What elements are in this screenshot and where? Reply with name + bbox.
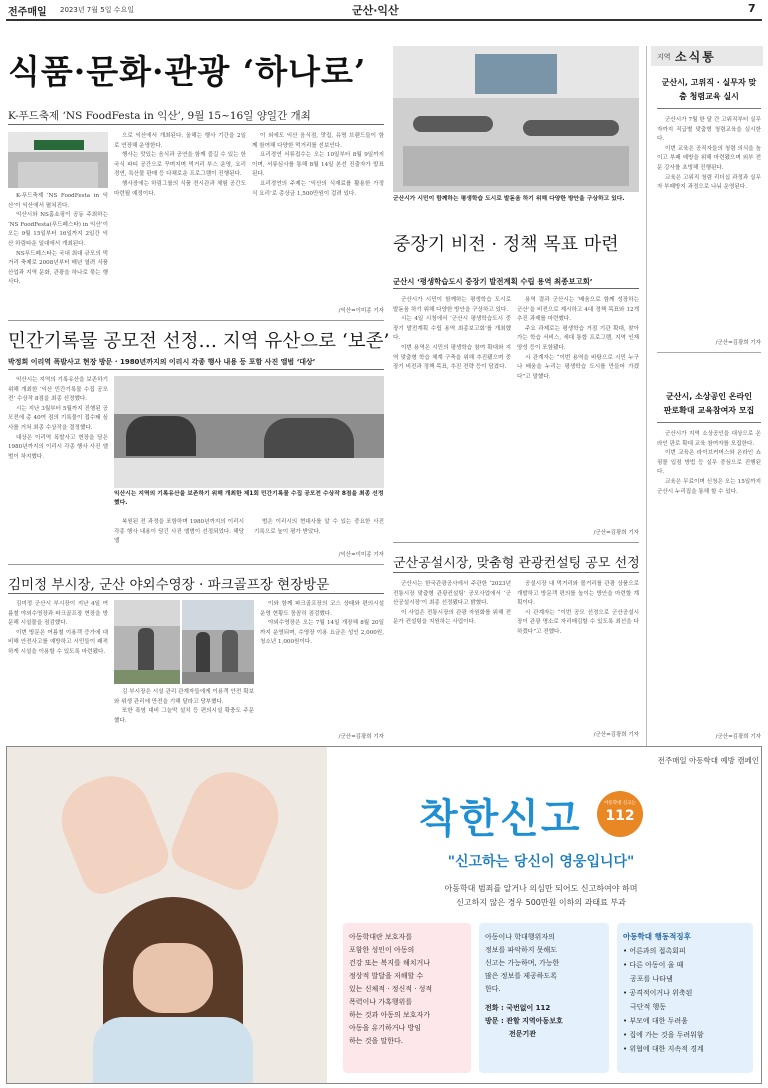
paragraph: 이번 방문은 여름철 이용객 증가에 대비해 안전사고를 예방하고 시민들이 쾌적하게 시설을 이용할 수 있도록 마련됐다.	[8, 629, 108, 655]
ad-info-box-1	[343, 923, 471, 1073]
left2-sub-rule	[8, 369, 384, 370]
list-item: 신고는 가능하며, 가능한	[485, 959, 560, 967]
list-item: 아동학대란 보호자를	[349, 933, 413, 941]
paragraph: K-푸드축제 ‘NS FoodFesta in 익산’이 익산에서 펼쳐진다.	[8, 193, 108, 209]
ad-top-label: 전주매일 아동학대 예방 캠페인	[657, 756, 759, 765]
list-item: 아동을 유기하거나 방임	[349, 1024, 422, 1032]
paragraph: 요리경연의 주제는 ‘익산의 식재료를 활용한 가정식 요리’로 총상금 1,500만원이 걸려 있다.	[252, 180, 384, 197]
sidebar-banner-big: 소식통	[675, 50, 716, 64]
list-item: 방문 : 관할 지역아동보호	[485, 1017, 563, 1025]
mid1-sub-rule	[393, 288, 639, 289]
sidebar-item-1-title: 군산시, 고위직 · 실무자 맞춤 청렴교육 실시	[661, 78, 757, 101]
ad-campaign	[6, 746, 762, 1084]
ad-desc-1: 아동학대 범죄를 알거나 의심만 되어도 신고하여야 하며	[444, 884, 638, 893]
paragraph: 교육은 무료이며 신청은 오는 15일까지 군산시 누리집을 통해 할 수 있다.	[657, 478, 761, 495]
header-rule	[6, 19, 762, 21]
paragraph: 김 부시장은 시설 관리 관계자들에게 이용객 안전 확보와 위생 관리에 만전을 기해 달라고 당부했다.	[114, 689, 254, 705]
ad-contact-list	[485, 1002, 603, 1041]
divider	[8, 564, 384, 565]
ad-badge-top: 아동학대 신고는	[604, 801, 636, 806]
ad-info-box-1-list	[349, 931, 465, 1048]
paragraph: 김미정 군산시 부시장이 지난 4일 여름철 야외수영장과 파크골프장 현장을 방문해 시설물을 점검했다.	[8, 601, 108, 627]
ad-info-box-2-list	[485, 931, 603, 996]
top-col3-text	[252, 132, 384, 308]
mid1-headline: 중장기 비전 · 정책 목표 마련	[393, 234, 619, 255]
list-item: 한다.	[485, 985, 501, 993]
list-item: 정보를 파악하지 못해도	[485, 946, 558, 954]
sidebar-banner-small: 지역	[657, 53, 671, 61]
list-item: • 집에 가는 것을 두려워함	[623, 1031, 704, 1039]
paragraph: 공설시장 내 먹거리와 볼거리를 관광 상품으로 개발하고 방문객 편의를 높이는 방안을 마련할 계획이다.	[517, 581, 639, 607]
paragraph: 군산시는 한국관광공사에서 주관한 ‘2023년 전통시장 맞춤형 관광컨설팅’ 공모사업에서 ‘군산공설시장’이 최종 선정됐다고 밝혔다.	[393, 581, 511, 607]
top-photo	[8, 132, 108, 188]
top-sub-rule	[8, 124, 384, 125]
ad-badge	[597, 791, 643, 837]
paragraph: 시는 지난 3월부터 5월까지 진행된 공모전에 총 40여 점의 기록물이 접수돼 심사를 거쳐 최종 수상작을 결정했다.	[8, 405, 108, 431]
ad-photo	[7, 747, 327, 1084]
paragraph: 군산시가 지역 소상공인을 대상으로 온라인 판로 확대 교육 참여자를 모집한다.	[657, 431, 761, 447]
paragraph: 주요 과제로는 평생학습 거점 기관 확대, 찾아가는 학습 서비스, 세대 통합 프로그램, 지역 인재 양성 등이 포함됐다.	[517, 325, 639, 351]
paragraph: 이번 교육은 공직자들의 청렴 의식을 높이고 부패 예방을 위해 마련됐으며 외부 전문 강사를 초빙해 진행된다.	[657, 145, 761, 171]
mid1-photo	[393, 46, 639, 192]
list-item: 폭력이나 가혹행위를	[349, 998, 413, 1006]
sidebar-rule	[657, 108, 761, 109]
list-item: 건강 또는 복지를 해치거나	[349, 959, 431, 967]
mid1-byline: /군산=김광희 기자	[593, 530, 639, 536]
sidebar-item-2-body	[657, 430, 761, 748]
list-item: 포함한 성인이 아동의	[349, 946, 415, 954]
top-headline: 식품·문화·관광 ‘하나로’	[8, 52, 367, 91]
sidebar-item-1-byline: /군산=김광희 기자	[715, 340, 761, 346]
paragraph: 이번 용역은 시민의 평생학습 참여 확대와 지역 맞춤형 학습 체계 구축을 위해 추진됐으며 중장기 비전과 정책 목표, 추진 전략 등이 담겼다.	[393, 344, 511, 371]
left3-col2-text	[114, 688, 254, 742]
divider	[393, 542, 639, 543]
sidebar	[646, 46, 762, 746]
sidebar-banner	[651, 46, 763, 66]
section-name: 군산·익산	[352, 4, 399, 17]
divider	[8, 320, 384, 321]
paragraph: NS푸드페스타는 국내 최대 규모의 먹거리 축제로 2008년부터 매년 열려 식품 산업과 지역 문화, 관광을 하나로 묶는 행사다.	[8, 250, 108, 286]
paragraph: 익산시는 지역의 기록유산을 보존하기 위해 개최한 ‘익산 민간기록물 수집 공모전’ 수상작 8점을 최종 선정했다.	[8, 377, 108, 403]
ad-slogan: "신고하는 당신이 영웅입니다"	[447, 854, 635, 870]
list-item: 많은 정보를 제공하도록	[485, 972, 558, 980]
list-item: 하는 것을 말한다.	[349, 1037, 404, 1045]
list-item: 정상적 발달을 저해할 수	[349, 972, 424, 980]
list-item: 있는 신체적 · 정신적 · 성적	[349, 985, 433, 993]
ad-logo-title: 착한신고	[419, 796, 582, 842]
paragraph: 대상은 이리역 폭발사고 현장을 담은 1980년까지의 이리시 각종 행사 사진 앨범이 차지했다.	[8, 434, 108, 460]
paragraph: 이번 교육은 라이브커머스와 온라인 쇼핑몰 입점 방법 등 실무 중심으로 진행된다.	[657, 450, 761, 476]
paragraph: 요리경연 서류접수는 오는 10일부터 8월 9일까지이며, 서류심사를 통해 8월 14일 본선 진출자가 발표된다.	[252, 152, 384, 178]
mid1-caption: 군산시가 시민이 함께하는 평생학습 도시로 발돋움 하기 위해 다양한 방안을 구상하고 있다.	[393, 196, 625, 202]
sidebar-item-2-title: 군산시, 소상공인 온라인 판로확대 교육참여자 모집	[663, 392, 755, 415]
left3-byline: /군산=김광희 기자	[338, 734, 384, 740]
list-item: 하는 것과 아동의 보호자가	[349, 1011, 431, 1019]
sidebar-item-1-body	[657, 116, 761, 348]
paragraph: 야외수영장은 오는 7월 14일 개장해 8월 20일까지 운영되며, 수영장 이용 요금은 성인 2,000원, 청소년 1,000원이다.	[260, 620, 384, 646]
paragraph: 이와 함께 파크골프장의 코스 상태와 편의시설 운영 현황도 꼼꼼히 점검했다.	[260, 601, 384, 617]
left2-headline: 민간기록물 공모전 선정… 지역 유산으로 ‘보존’	[8, 331, 390, 352]
paragraph: 용역 결과 군산시는 ‘배움으로 함께 성장하는 군산’을 비전으로 제시하고 4대 정책 목표와 12개 추진 과제를 마련했다.	[517, 297, 639, 323]
list-item: • 위협에 대한 지속적 경계	[623, 1045, 704, 1053]
left3-rule	[8, 593, 384, 594]
mid2-col1-text	[393, 580, 511, 730]
mid2-rule	[393, 572, 639, 573]
left3-col3-text	[260, 600, 384, 730]
list-item: 전문기관	[509, 1030, 537, 1038]
list-item: 극단적 행동	[630, 1003, 667, 1011]
paper-name: 전주매일	[8, 7, 47, 18]
page-number: 7	[748, 2, 756, 15]
mid2-headline: 군산공설시장, 맞춤형 관광컨설팅 공모 선정	[393, 556, 640, 571]
left3-headline: 김미정 부시장, 군산 야외수영장 · 파크골프장 현장방문	[8, 577, 330, 593]
left2-col2-text	[114, 518, 384, 550]
ad-info-box-2	[479, 923, 609, 1073]
sidebar-rule	[657, 422, 761, 423]
paragraph: 시 관계자는 “이번 공모 선정으로 군산공설시장이 관광 명소로 자리매김할 수 있도록 최선을 다하겠다”고 전했다.	[517, 609, 639, 635]
ad-info-box-3-title: 아동학대 행동적징후	[623, 932, 691, 941]
issue-date: 2023년 7월 5일 수요일	[60, 6, 134, 14]
masthead	[0, 0, 768, 20]
ad-badge-number: 112	[605, 808, 635, 824]
list-item: 전화 : 국번없이 112	[485, 1004, 551, 1012]
top-byline: /익산=이미종 기자	[338, 308, 384, 314]
left2-col1-text	[8, 376, 108, 566]
ad-info-box-3-list	[623, 944, 747, 1056]
top-col2-text	[114, 132, 246, 318]
top-col1-text	[8, 192, 108, 318]
paragraph: 또한 폭염 대비 그늘막 설치 등 편의시설 확충도 주문했다.	[114, 708, 254, 724]
mid1-col2-text	[517, 296, 639, 526]
list-item: 아동이나 학대행위자의	[485, 933, 555, 941]
paragraph: 범은 이리시의 현대사를 알 수 있는 중요한 사진 기록으로 높이 평가 받았다.	[254, 519, 384, 535]
list-item: • 어른과의 접촉회피	[623, 947, 686, 955]
left2-byline: /익산=이미종 기자	[338, 552, 384, 558]
left3-photo-1	[114, 600, 180, 684]
paragraph: 익산시와 NS홈쇼핑이 공동 주최하는 ‘NS FoodFesta(푸드페스타) in 익산’이 오는 9월 15일부터 16일까지 2일간 익산 하림타운 일대에서 개최된다.	[8, 212, 108, 247]
top-subhead: K-푸드축제 ‘NS FoodFesta in 익산’, 9월 15~16일 양일간 개최	[8, 110, 311, 122]
paragraph: 군산시가 7월 한 달 간 고위직부터 실무자까지 직급별 맞춤형 청렴교육을 실시한다.	[657, 117, 761, 143]
left2-subhead: 박정희 이리역 폭발사고 현장 방문 · 1980년까지의 이리시 각종 행사 내용 등 포함 사진 앨범 ‘대상’	[8, 358, 316, 366]
list-item: • 부모에 대한 두려움	[623, 1017, 688, 1025]
paragraph: 행사는 맛있는 음식과 공연을 함께 즐길 수 있는 한국식 파티 공간으로 꾸며지며 먹거리 부스 운영, 요리경연, 특산물 판매 등 다채로운 프로그램이 진행된다.	[114, 152, 246, 178]
mid2-byline: /군산=김광희 기자	[593, 732, 639, 738]
paragraph: 이 외에도 익산 음식점, 맛집, 유명 브랜드들이 함께 참여해 다양한 먹거리를 선보인다.	[252, 133, 384, 149]
paragraph: 교육은 고위직 청렴 리더십 과정과 실무자 부패방지 과정으로 나눠 운영된다.	[657, 174, 761, 191]
paragraph: 시는 4일 시청에서 ‘군산시 평생학습도시 중장기 발전계획 수립 용역 최종보고회’를 개최했다.	[393, 316, 511, 342]
list-item: • 공격적이거나 위축된	[623, 989, 693, 997]
mid1-subhead: 군산시 ‘평생학습도시 중장기 발전계획 수립 용역 최종보고회’	[393, 277, 593, 286]
mid1-col1-text	[393, 296, 511, 536]
sidebar-item-2-byline: /군산=김광희 기자	[715, 734, 761, 740]
list-item: 공포를 나타냄	[630, 975, 673, 983]
mid2-col2-text	[517, 580, 639, 728]
ad-desc-2: 신고하지 않은 경우 500만원 이하의 과태료 부과	[456, 898, 626, 907]
paragraph: 군산시가 시민이 함께하는 평생학습 도시로 발돋움 하기 위해 다양한 방안을 구상하고 있다.	[393, 297, 511, 313]
left2-caption: 익산시는 지역의 기록유산을 보존하기 위해 개최한 제1회 민간기록물 수집 공모전 수상작 8점을 최종 선정했다.	[114, 491, 384, 506]
left3-col1-text	[8, 600, 108, 730]
list-item: • 다른 아동이 울 때	[623, 961, 684, 969]
paragraph: 시 관계자는 “이번 용역을 바탕으로 시민 누구나 배움을 누리는 평생학습 도시를 만들어 가겠다”고 말했다.	[517, 354, 639, 380]
ad-info-box-3	[617, 923, 753, 1073]
paragraph: 행사장에는 하림그룹의 식품 전시관과 체험 공간도 마련될 예정이다.	[114, 180, 246, 197]
paragraph: 이 사업은 전통시장의 관광 자원화를 위해 전문가 컨설팅을 지원하는 사업이다.	[393, 609, 511, 626]
left2-photo	[114, 376, 384, 488]
divider	[657, 352, 761, 353]
paragraph: 복원된 전 과정을 포함하며 1980년까지의 이리시 각종 행사 내용이 담긴 사진 앨범이 선정되었다. 해당 앨	[114, 519, 244, 545]
paragraph: 으로 익산에서 개최된다. 올해는 행사 기간을 2일로 연장해 운영한다.	[114, 133, 246, 149]
left3-photo-2	[182, 600, 254, 684]
